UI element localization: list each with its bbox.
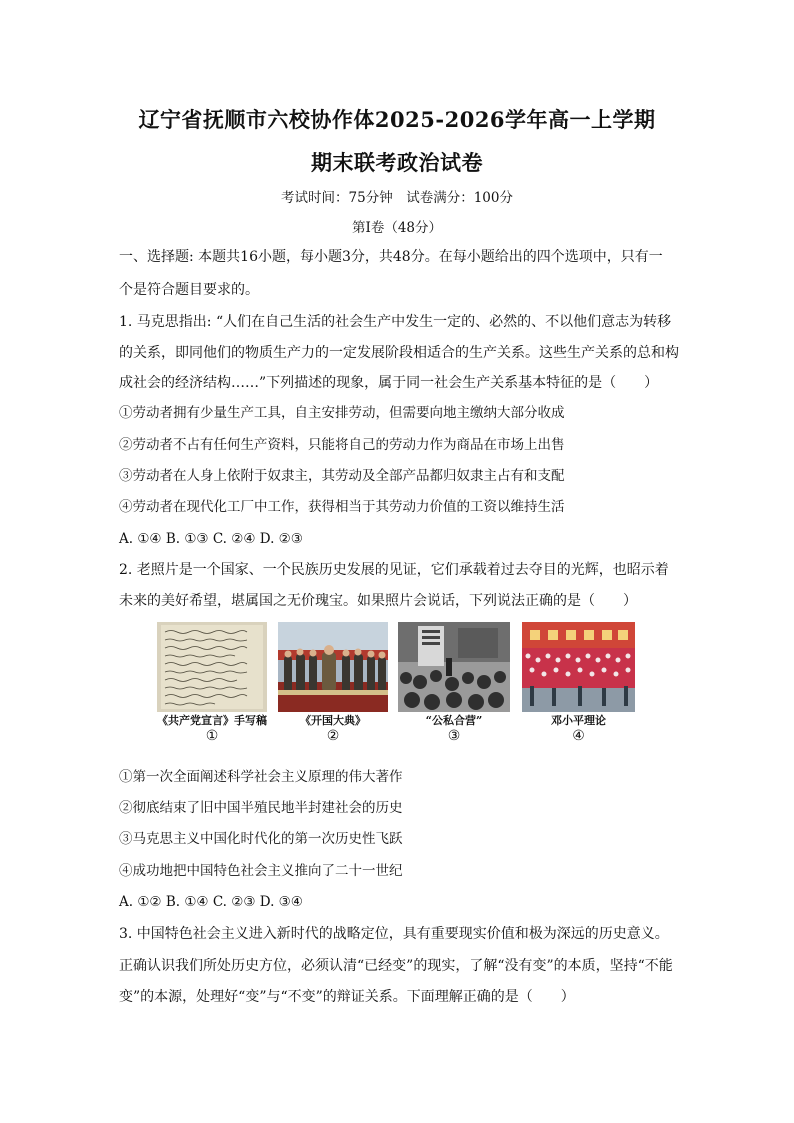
q2-stem-line2: 未来的美好希望，堪属国之无价瑰宝。如果照片会说话，下列说法正确的是（ ） <box>119 593 637 609</box>
photo-4-number: ④ <box>572 728 585 744</box>
q1-item-4: ④劳动者在现代化工厂中工作，获得相当于其劳动力价值的工资以维持生活 <box>119 499 565 515</box>
exam-title-line1: 辽宁省抚顺市六校协作体2025-2026学年高一上学期 <box>138 107 656 132</box>
q2-choices: A. ①② B. ①④ C. ②③ D. ③④ <box>119 894 303 910</box>
photo-1-caption: 《共产党宣言》手写稿 <box>157 714 267 727</box>
photo-1-number: ① <box>205 728 219 744</box>
q2-item-2: ②彻底结束了旧中国半殖民地半封建社会的历史 <box>119 800 403 816</box>
q3-stem-line3: 变”的本源，处理好“变”与“不变”的辩证关系。下面理解正确的是（ ） <box>119 989 575 1005</box>
photo-4-caption: 邓小平理论 <box>551 714 606 727</box>
q1-stem-line1: 1. 马克思指出: “人们在自己生活的社会生产中发生一定的、必然的、不以他们意志为转移 <box>119 314 672 330</box>
public-private-partnership-photo <box>398 622 510 712</box>
q3-stem-line1: 3. 中国特色社会主义进入新时代的战略定位，具有重要现实价值和极为深远的历史意义。 <box>119 926 669 942</box>
q3-stem-line2: 正确认识我们所处历史方位，必须认清“已经变”的现实，了解“没有变”的本质，坚持“不能 <box>119 958 673 974</box>
photo-3-caption: “公私合营” <box>425 714 483 727</box>
deng-theory-parade-photo <box>522 622 635 712</box>
q1-item-3: ③劳动者在人身上依附于奴隶主，其劳动及全部产品都归奴隶主占有和支配 <box>119 468 565 484</box>
photo-3-number: ③ <box>447 728 461 744</box>
founding-ceremony-photo <box>278 622 388 712</box>
q1-item-1: ①劳动者拥有少量生产工具，自主安排劳动，但需要向地主缴纳大部分收成 <box>119 405 565 421</box>
q1-stem-line3: 成社会的经济结构……”下列描述的现象，属于同一社会生产关系基本特征的是（ ） <box>119 375 659 391</box>
q2-stem-line1: 2. 老照片是一个国家、一个民族历史发展的见证，它们承载着过去夺目的光辉，也昭示着 <box>119 562 669 578</box>
exam-title-line2: 期末联考政治试卷 <box>311 150 483 175</box>
volume-label: 第Ⅰ卷（48分） <box>351 220 442 236</box>
manifesto-manuscript-photo <box>157 622 267 712</box>
instructions-line1: 一、选择题: 本题共16小题，每小题3分，共48分。在每小题给出的四个选项中，只有一 <box>119 249 663 265</box>
photo-2-number: ② <box>326 728 340 744</box>
photo-2-caption: 《开国大典》 <box>300 714 366 727</box>
q2-item-3: ③马克思主义中国化时代化的第一次历史性飞跃 <box>119 831 403 847</box>
instructions-line2: 个是符合题目要求的。 <box>119 282 259 298</box>
q2-item-1: ①第一次全面阐述科学社会主义原理的伟大著作 <box>119 769 403 785</box>
q1-stem-line2: 的关系，即同他们的物质生产力的一定发展阶段相适合的生产关系。这些生产关系的总和构 <box>119 345 679 361</box>
exam-info: 考试时间：75分钟 试卷满分：100分 <box>281 190 513 206</box>
q1-choices: A. ①④ B. ①③ C. ②④ D. ②③ <box>119 531 303 547</box>
q1-item-2: ②劳动者不占有任何生产资料，只能将自己的劳动力作为商品在市场上出售 <box>119 437 565 453</box>
q2-item-4: ④成功地把中国特色社会主义推向了二十一世纪 <box>119 863 403 879</box>
